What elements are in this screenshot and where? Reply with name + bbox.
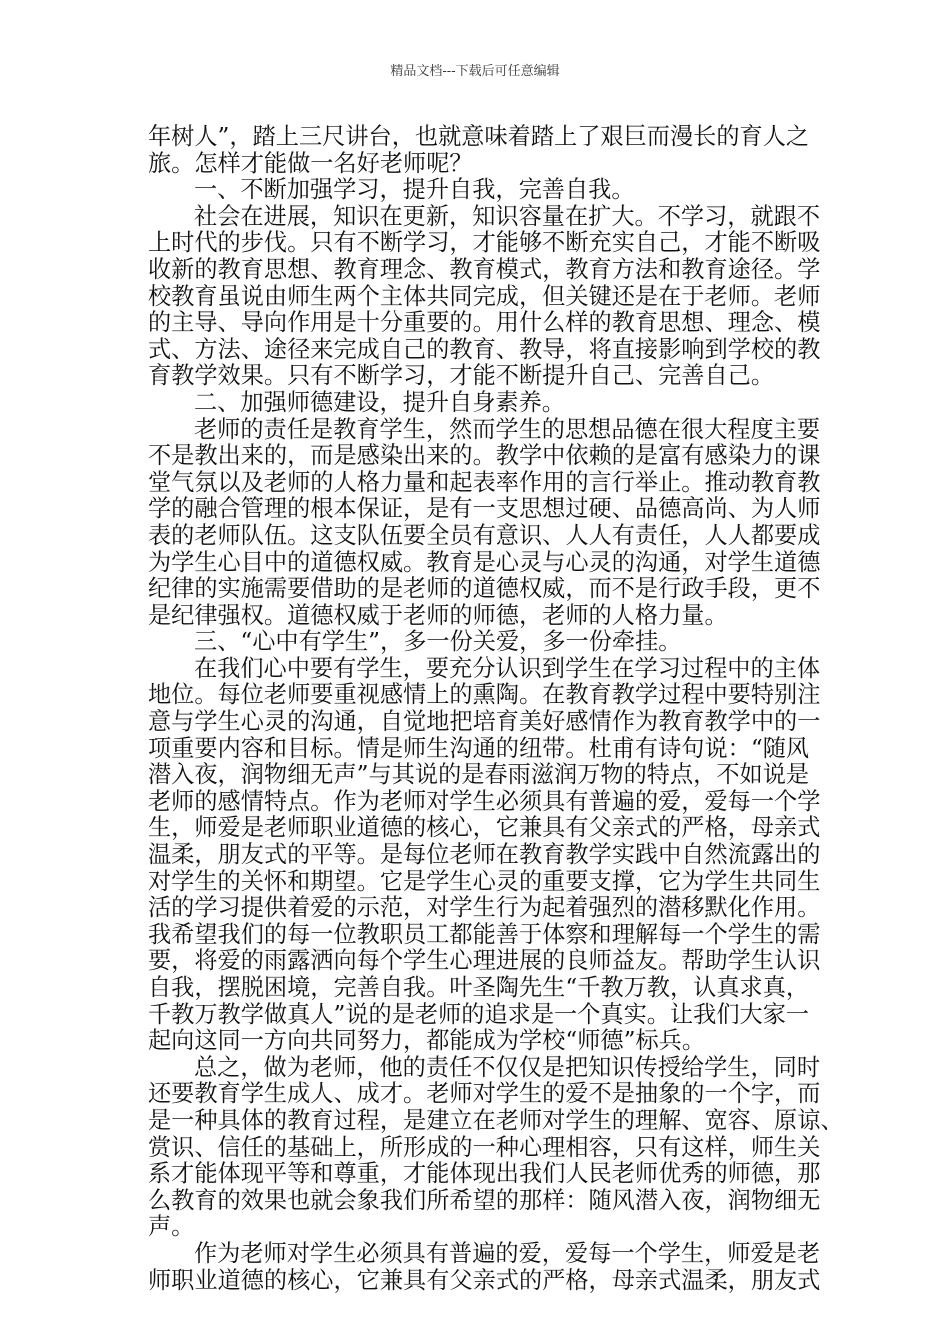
text-line: 么教育的效果也就会象我们所希望的那样：随风潜入夜，润物细无 — [148, 1186, 821, 1214]
text-line: 的主导、导向作用是十分重要的。用什么样的教育思想、理念、模 — [148, 309, 821, 337]
text-line: 老师的责任是教育学生，然而学生的思想品德在很大程度主要 — [194, 415, 821, 443]
text-line: 堂气氛以及老师的人格力量和起表率作用的言行举止。推动教育教 — [148, 468, 821, 496]
text-line: 活的学习提供着爱的示范，对学生行为起着强烈的潜移默化作用。 — [148, 894, 821, 922]
text-line: 一、不断加强学习，提升自我，完善自我。 — [194, 176, 635, 204]
text-line: 上时代的步伐。只有不断学习，才能够不断充实自己，才能不断吸 — [148, 229, 821, 257]
text-line: 意与学生心灵的沟通，自觉地把培育美好感情作为教育教学中的一 — [148, 708, 821, 736]
text-line: 学的融合管理的根本保证，是有一支思想过硬、品德高尚、为人师 — [148, 495, 821, 523]
text-line: 是一种具体的教育过程，是建立在老师对学生的理解、宽容、原谅、 — [148, 1106, 844, 1134]
text-line: 老师的感情特点。作为老师对学生必须具有普遍的爱，爱每一个学 — [148, 787, 821, 815]
text-line: 赏识、信任的基础上，所形成的一种心理相容，只有这样，师生关 — [148, 1133, 821, 1161]
text-line: 项重要内容和目标。情是师生沟通的纽带。杜甫有诗句说：“随风 — [148, 734, 810, 762]
text-line: 温柔，朋友式的平等。是每位老师在教育教学实践中自然流露出的 — [148, 841, 821, 869]
text-line: 生，师爱是老师职业道德的核心，它兼具有父亲式的严格，母亲式 — [148, 814, 821, 842]
text-line: 起向这同一方向共同努力，都能成为学校“师德”标兵。 — [148, 1027, 706, 1055]
text-line: 对学生的关怀和期望。它是学生心灵的重要支撑，它为学生共同生 — [148, 867, 821, 895]
text-line: 要，将爱的雨露洒向每个学生心理进展的良师益友。帮助学生认识 — [148, 947, 821, 975]
text-line: 校教育虽说由师生两个主体共同完成，但关键还是在于老师。老师 — [148, 282, 821, 310]
text-line: 式、方法、途径来完成自己的教育、教导，将直接影响到学校的教 — [148, 335, 821, 363]
text-line: 为学生心目中的道德权威。教育是心灵与心灵的沟通，对学生道德 — [148, 548, 821, 576]
text-line: 总之，做为老师，他的责任不仅仅是把知识传授给学生，同时 — [194, 1053, 821, 1081]
text-line: 旅。怎样才能做一名好老师呢？ — [148, 149, 473, 177]
text-line: 地位。每位老师要重视感情上的熏陶。在教育教学过程中要特别注 — [148, 681, 821, 709]
text-line: 三、“心中有学生”，多一份关爱，多一份牵挂。 — [194, 628, 682, 656]
text-line: 声。 — [148, 1213, 195, 1241]
text-line: 还要教育学生成人、成才。老师对学生的爱不是抽象的一个字，而 — [148, 1080, 821, 1108]
text-line: 是纪律强权。道德权威于老师的师德，老师的人格力量。 — [148, 601, 728, 629]
text-line: 收新的教育思想、教育理念、教育模式，教育方法和教育途径。学 — [148, 255, 821, 283]
text-line: 系才能体现平等和尊重，才能体现出我们人民老师优秀的师德，那 — [148, 1160, 821, 1188]
text-line: 表的老师队伍。这支队伍要全员有意识、人人有责任，人人都要成 — [148, 521, 821, 549]
text-line: 作为老师对学生必须具有普遍的爱，爱每一个学生，师爱是老 — [194, 1239, 821, 1267]
text-line: 师职业道德的核心，它兼具有父亲式的严格，母亲式温柔，朋友式 — [148, 1266, 821, 1294]
page-header: 精品文档---下载后可任意编辑 — [390, 64, 560, 79]
text-line: 在我们心中要有学生，要充分认识到学生在学习过程中的主体 — [194, 654, 821, 682]
text-line: 自我，摆脱困境，完善自我。叶圣陶先生“千教万教，认真求真， — [148, 974, 810, 1001]
document-body — [148, 123, 844, 1294]
text-line: 潜入夜，润物细无声”与其说的是春雨滋润万物的特点，不如说是 — [148, 761, 810, 789]
text-line: 育教学效果。只有不断学习，才能不断提升自己、完善自己。 — [148, 362, 775, 390]
text-line: 千教万教学做真人”说的是老师的追求是一个真实。让我们大家一 — [148, 1000, 810, 1028]
text-line: 我希望我们的每一位教职员工都能善于体察和理解每一个学生的需 — [148, 920, 821, 948]
text-line: 不是教出来的，而是感染出来的。教学中依赖的是富有感染力的课 — [148, 442, 821, 470]
text-line: 纪律的实施需要借助的是老师的道德权威，而不是行政手段，更不 — [148, 575, 821, 603]
text-line: 社会在进展，知识在更新，知识容量在扩大。不学习，就跟不 — [194, 202, 821, 230]
text-line: 二、加强师德建设，提升自身素养。 — [194, 388, 565, 416]
text-line: 年树人”，踏上三尺讲台，也就意味着踏上了艰巨而漫长的育人之 — [148, 123, 810, 150]
